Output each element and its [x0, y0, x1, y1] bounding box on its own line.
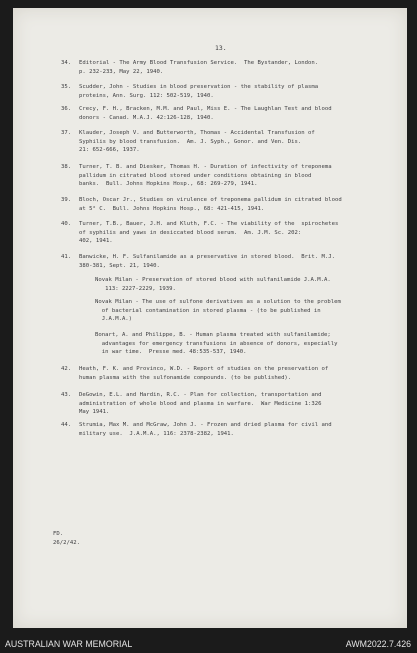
reference-number: 35.: [61, 84, 72, 90]
reference-text: [95, 298, 401, 324]
reference-line: Turner, T.B., Bauer, J.H. and Kluth, F.C. - The viability of the spirochetes: [79, 221, 339, 227]
reference-text: [79, 421, 401, 438]
reference-number: 43.: [61, 392, 72, 398]
reference-line: 380-381, Sept. 21, 1940.: [79, 262, 160, 269]
document-page: [13, 8, 407, 628]
reference-number: 42.: [61, 366, 72, 372]
reference-line: Heath, F. K. and Provinco, W.D. - Report of studies on the preservation of: [79, 366, 329, 372]
reference-line: Scudder, John - Studies in blood preservation - the stability of plasma: [79, 84, 319, 90]
page-number: 13.: [215, 44, 227, 52]
reference-line: Crecy, F. H., Bracken, M.M. and Paul, Miss E. - The Laughlan Test and blood: [79, 106, 332, 112]
reference-line: May 1941.: [79, 409, 110, 416]
reference-entry: [61, 83, 401, 100]
reference-text: [79, 220, 401, 246]
reference-line: military use. J.A.M.A., 116: 2378-2382, 1941.: [79, 430, 234, 437]
reference-number: 44.: [61, 422, 72, 428]
reference-line: administration of whole blood and plasma in warfare. War Medicine 1:326: [79, 400, 322, 407]
typist-initials: [53, 530, 80, 547]
reference-number: 34.: [61, 60, 72, 66]
reference-entry: [61, 59, 401, 76]
reference-line: in war time. Presse med. 48:535-537, 1940.: [95, 349, 247, 356]
reference-entry: [61, 163, 401, 189]
reference-entry: [61, 331, 401, 357]
reference-text: [95, 331, 401, 357]
reference-entry: [61, 129, 401, 155]
reference-line: Bonart, A. and Philippe, B. - Human plasma treated with sulfanilamide;: [95, 332, 331, 338]
date-line: 26/2/42.: [53, 539, 80, 546]
reference-line: Editorial - The Army Blood Transfusion Service. The Bystander, London.: [79, 60, 319, 66]
reference-entry: [61, 298, 401, 324]
reference-line: of bacterial contamination in stored plasma - (to be published in: [95, 307, 321, 314]
archive-footer: [0, 637, 417, 651]
initials-line: FD.: [53, 531, 64, 537]
reference-text: [79, 105, 401, 122]
reference-line: Klauder, Joseph V. and Butterworth, Thomas - Accidental Transfusion of: [79, 130, 315, 136]
reference-line: advantages for emergency transfusions in absence of donors, especially: [95, 340, 338, 347]
reference-text: [79, 253, 401, 270]
reference-entry: [61, 105, 401, 122]
reference-line: Strumia, Max M. and McGraw, John J. - Frozen and dried plasma for civil and: [79, 422, 332, 428]
reference-line: DeGowin, E.L. and Hardin, R.C. - Plan for collection, transportation and: [79, 392, 322, 398]
reference-number: 41.: [61, 254, 72, 260]
reference-line: 21: 652-666, 1937.: [79, 147, 140, 154]
reference-line: Banwicke, H. F. Sulfanilamide as a preservative in stored blood. Brit. M.J.: [79, 254, 335, 260]
reference-line: Bloch, Oscar Jr., Studies on virulence of treponema pallidum in citrated blood: [79, 197, 342, 203]
reference-entry: [61, 391, 401, 417]
reference-line: at 5° C. Bull. Johns Hopkins Hosp., 68: 421-415, 1941.: [79, 205, 265, 212]
reference-text: [79, 129, 401, 155]
reference-line: 113: 2227-2229, 1939.: [95, 285, 176, 292]
reference-line: banks. Bull. Johns Hopkins Hosp., 68: 269-279, 1941.: [79, 181, 258, 188]
reference-number: 37.: [61, 130, 72, 136]
reference-line: donors - Canad. M.A.J. 42:126-128, 1940.: [79, 114, 214, 121]
reference-entry: [61, 421, 401, 438]
reference-entry: [61, 365, 401, 382]
reference-line: of syphilis and yaws in desiccated blood serum. Am. J.M. Sc. 202:: [79, 229, 302, 236]
reference-entry: [61, 276, 401, 293]
reference-text: [95, 276, 401, 293]
reference-number: 36.: [61, 106, 72, 112]
reference-text: [79, 365, 401, 382]
reference-line: J.A.M.A.): [95, 316, 133, 323]
reference-entry: [61, 220, 401, 246]
reference-line: Turner, T. B. and Diesker, Thomas H. - Duration of infectivity of treponema: [79, 164, 332, 170]
footer-institution: AUSTRALIAN WAR MEMORIAL: [5, 639, 133, 649]
reference-line: human plasma with the sulfonamide compounds. (to be published).: [79, 374, 292, 381]
reference-line: p. 232-233, May 22, 1940.: [79, 68, 164, 75]
reference-text: [79, 59, 401, 76]
reference-line: pallidum in citrated blood stored under conditions obtaining in blood: [79, 172, 312, 179]
reference-number: 38.: [61, 164, 72, 170]
reference-line: Novak Milan - The use of sulfone derivatives as a solution to the problem: [95, 299, 341, 305]
reference-text: [79, 391, 401, 417]
reference-line: proteins, Ann. Surg. 112: 502-519, 1940.: [79, 92, 214, 99]
reference-entry: [61, 253, 401, 270]
reference-line: Syphilis by blood transfusion. Am. J. Syph., Gonor. and Ven. Dis.: [79, 138, 302, 145]
reference-text: [79, 83, 401, 100]
reference-text: [79, 163, 401, 189]
reference-entry: [61, 196, 401, 213]
reference-number: 40.: [61, 221, 72, 227]
reference-text: [79, 196, 401, 213]
reference-line: 402, 1941.: [79, 238, 113, 245]
reference-line: Novak Milan - Preservation of stored blood with sulfanilamide J.A.M.A.: [95, 277, 331, 283]
footer-accession-number: AWM2022.7.426: [345, 639, 411, 649]
reference-number: 39.: [61, 197, 72, 203]
